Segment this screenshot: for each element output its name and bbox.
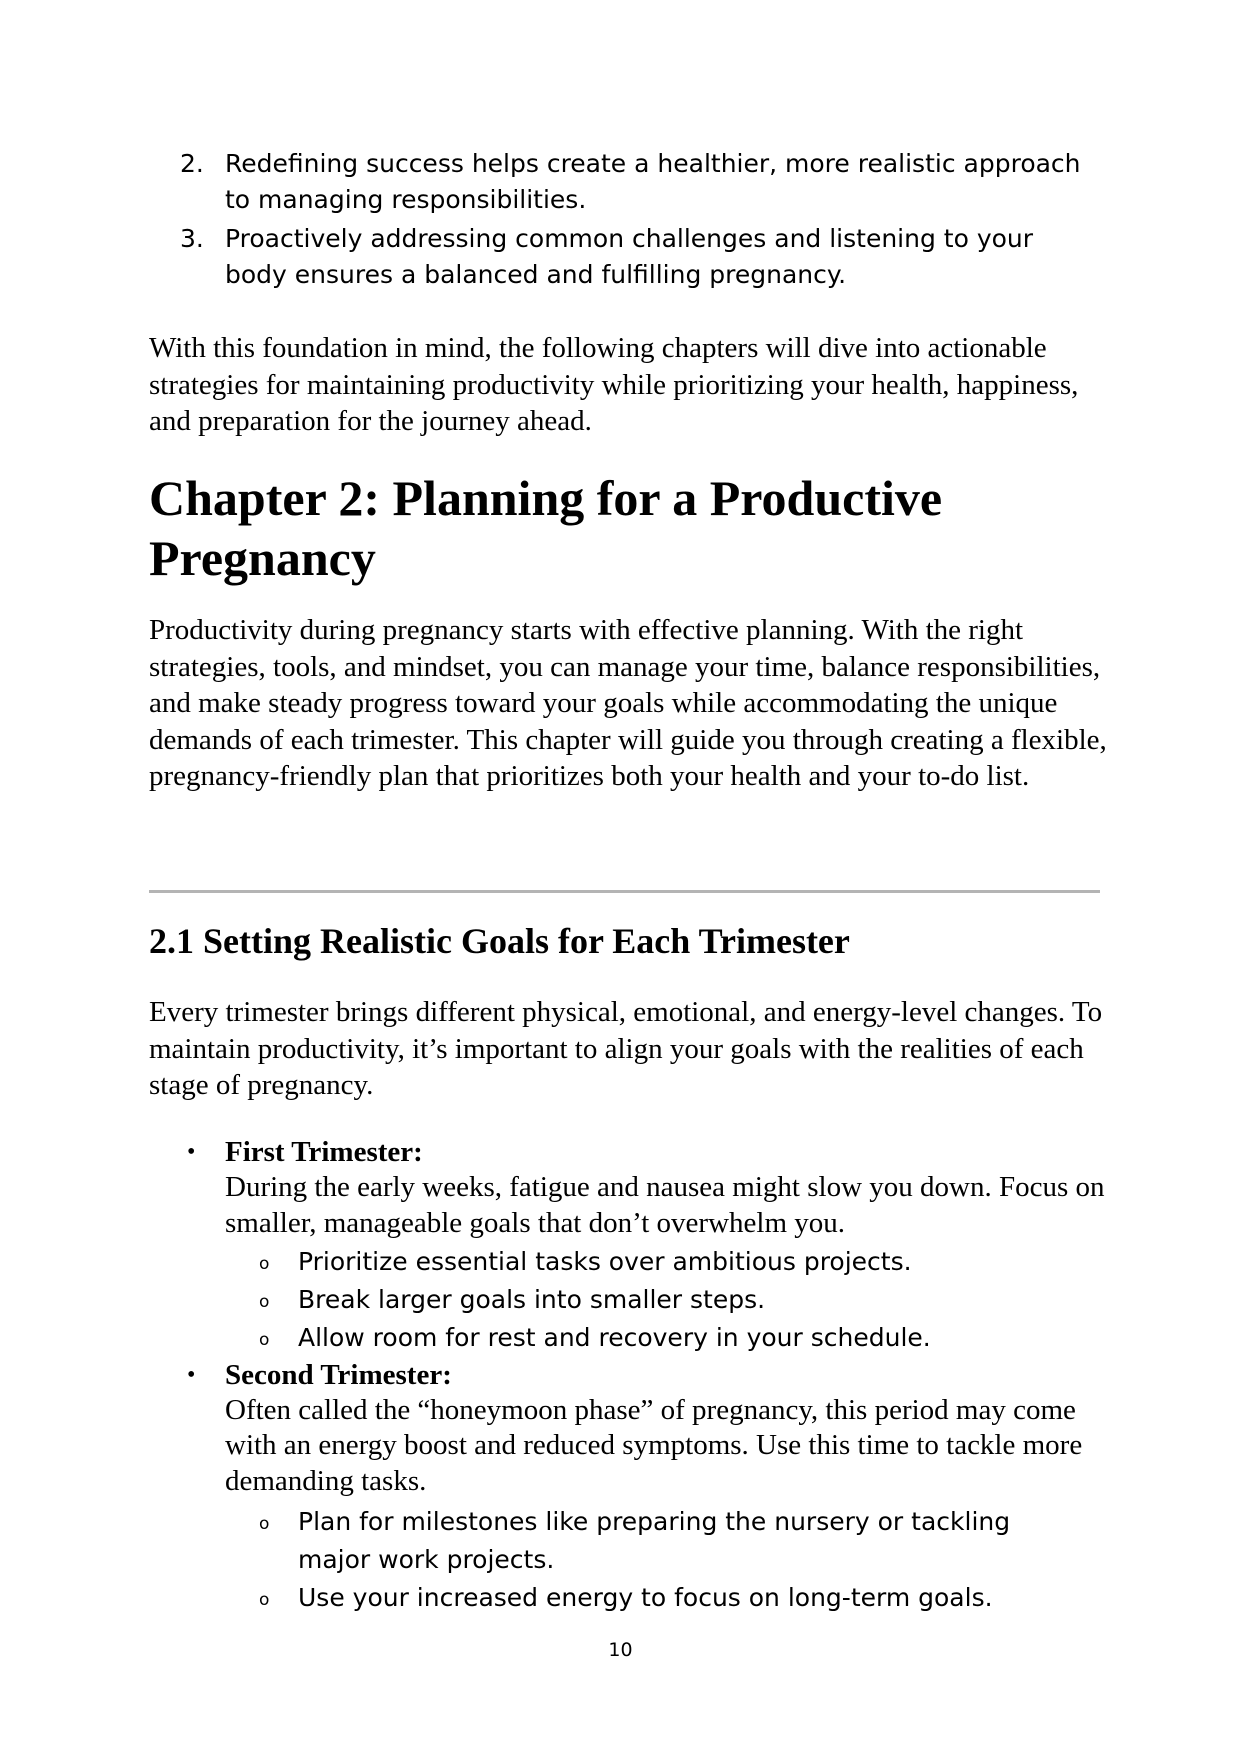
- list-number: 2.: [180, 149, 204, 178]
- sub-list-item-text: Allow room for rest and recovery in your schedule.: [298, 1322, 931, 1352]
- chapter-intro-paragraph: Productivity during pregnancy starts with effective planning. With the right strategies, tools, and mindset, you can manage your time, balance responsibilities, and make steady progress toward your goals while accommodating the unique demands of each trimester. This chapter will guide you through creating a flexible, pregnancy-friendly plan that prioritizes both your health and your to-do list.: [149, 614, 1107, 792]
- trimester-heading: Second Trimester:: [225, 1358, 452, 1391]
- sub-list-item: [149, 1579, 1109, 1617]
- sub-list-item-text: Plan for milestones like preparing the nursery or tackling major work projects.: [298, 1506, 1011, 1574]
- sub-list-item-text: Prioritize essential tasks over ambitious projects.: [298, 1246, 912, 1276]
- list-number: 3.: [180, 224, 204, 253]
- numbered-list: [180, 146, 1100, 296]
- sub-list-item: [149, 1503, 1018, 1579]
- circle-bullet-icon: o: [259, 1589, 270, 1610]
- intro-paragraph: With this foundation in mind, the following chapters will dive into actionable strategies for maintaining productivity while prioritizing your health, happiness, and preparation for the journey ahead.: [149, 332, 1079, 437]
- list-item-text: Proactively addressing common challenges and listening to your body ensures a balanced and fulfilling pregnancy.: [225, 224, 1034, 289]
- chapter-title: Chapter 2: Planning for a Productive Pregnancy: [149, 470, 943, 586]
- bullet-icon: •: [187, 1139, 196, 1165]
- sub-list-item-text: Use your increased energy to focus on long-term goals.: [298, 1582, 993, 1612]
- trimester-bullet-list: [149, 1134, 1109, 1617]
- bullet-icon: •: [187, 1361, 196, 1388]
- trimester-heading: First Trimester:: [225, 1136, 423, 1168]
- sub-list: [149, 1243, 1109, 1357]
- sub-list: [149, 1503, 1109, 1617]
- list-item-text: Redefining success helps create a healthier, more realistic approach to managing responsibilities.: [225, 149, 1081, 214]
- circle-bullet-icon: o: [259, 1329, 270, 1350]
- list-item: [180, 221, 1100, 293]
- circle-bullet-icon: o: [259, 1291, 270, 1312]
- trimester-item-first: [149, 1134, 1109, 1242]
- trimester-item-second: [149, 1357, 1109, 1500]
- sub-list-item-text: Break larger goals into smaller steps.: [298, 1284, 766, 1314]
- circle-bullet-icon: o: [259, 1253, 270, 1274]
- sub-list-item: [149, 1281, 1109, 1319]
- page-number: 10: [608, 1639, 633, 1661]
- horizontal-divider: [149, 890, 1100, 893]
- section-intro-paragraph: Every trimester brings different physical, emotional, and energy-level changes. To maintain productivity, it’s important to align your goals with the realities of each stage of pregnancy.: [149, 996, 1103, 1101]
- circle-bullet-icon: o: [259, 1513, 270, 1534]
- list-item: [180, 146, 1100, 218]
- sub-list-item: [149, 1243, 1109, 1281]
- trimester-description: Often called the “honeymoon phase” of pregnancy, this period may come with an energy boost and reduced symptoms. Use this time to tackle more demanding tasks.: [225, 1393, 1083, 1498]
- section-title: 2.1 Setting Realistic Goals for Each Trimester: [149, 921, 850, 961]
- sub-list-item: [149, 1319, 1109, 1357]
- trimester-description: During the early weeks, fatigue and nausea might slow you down. Focus on smaller, manageable goals that don’t overwhelm you.: [225, 1171, 1105, 1239]
